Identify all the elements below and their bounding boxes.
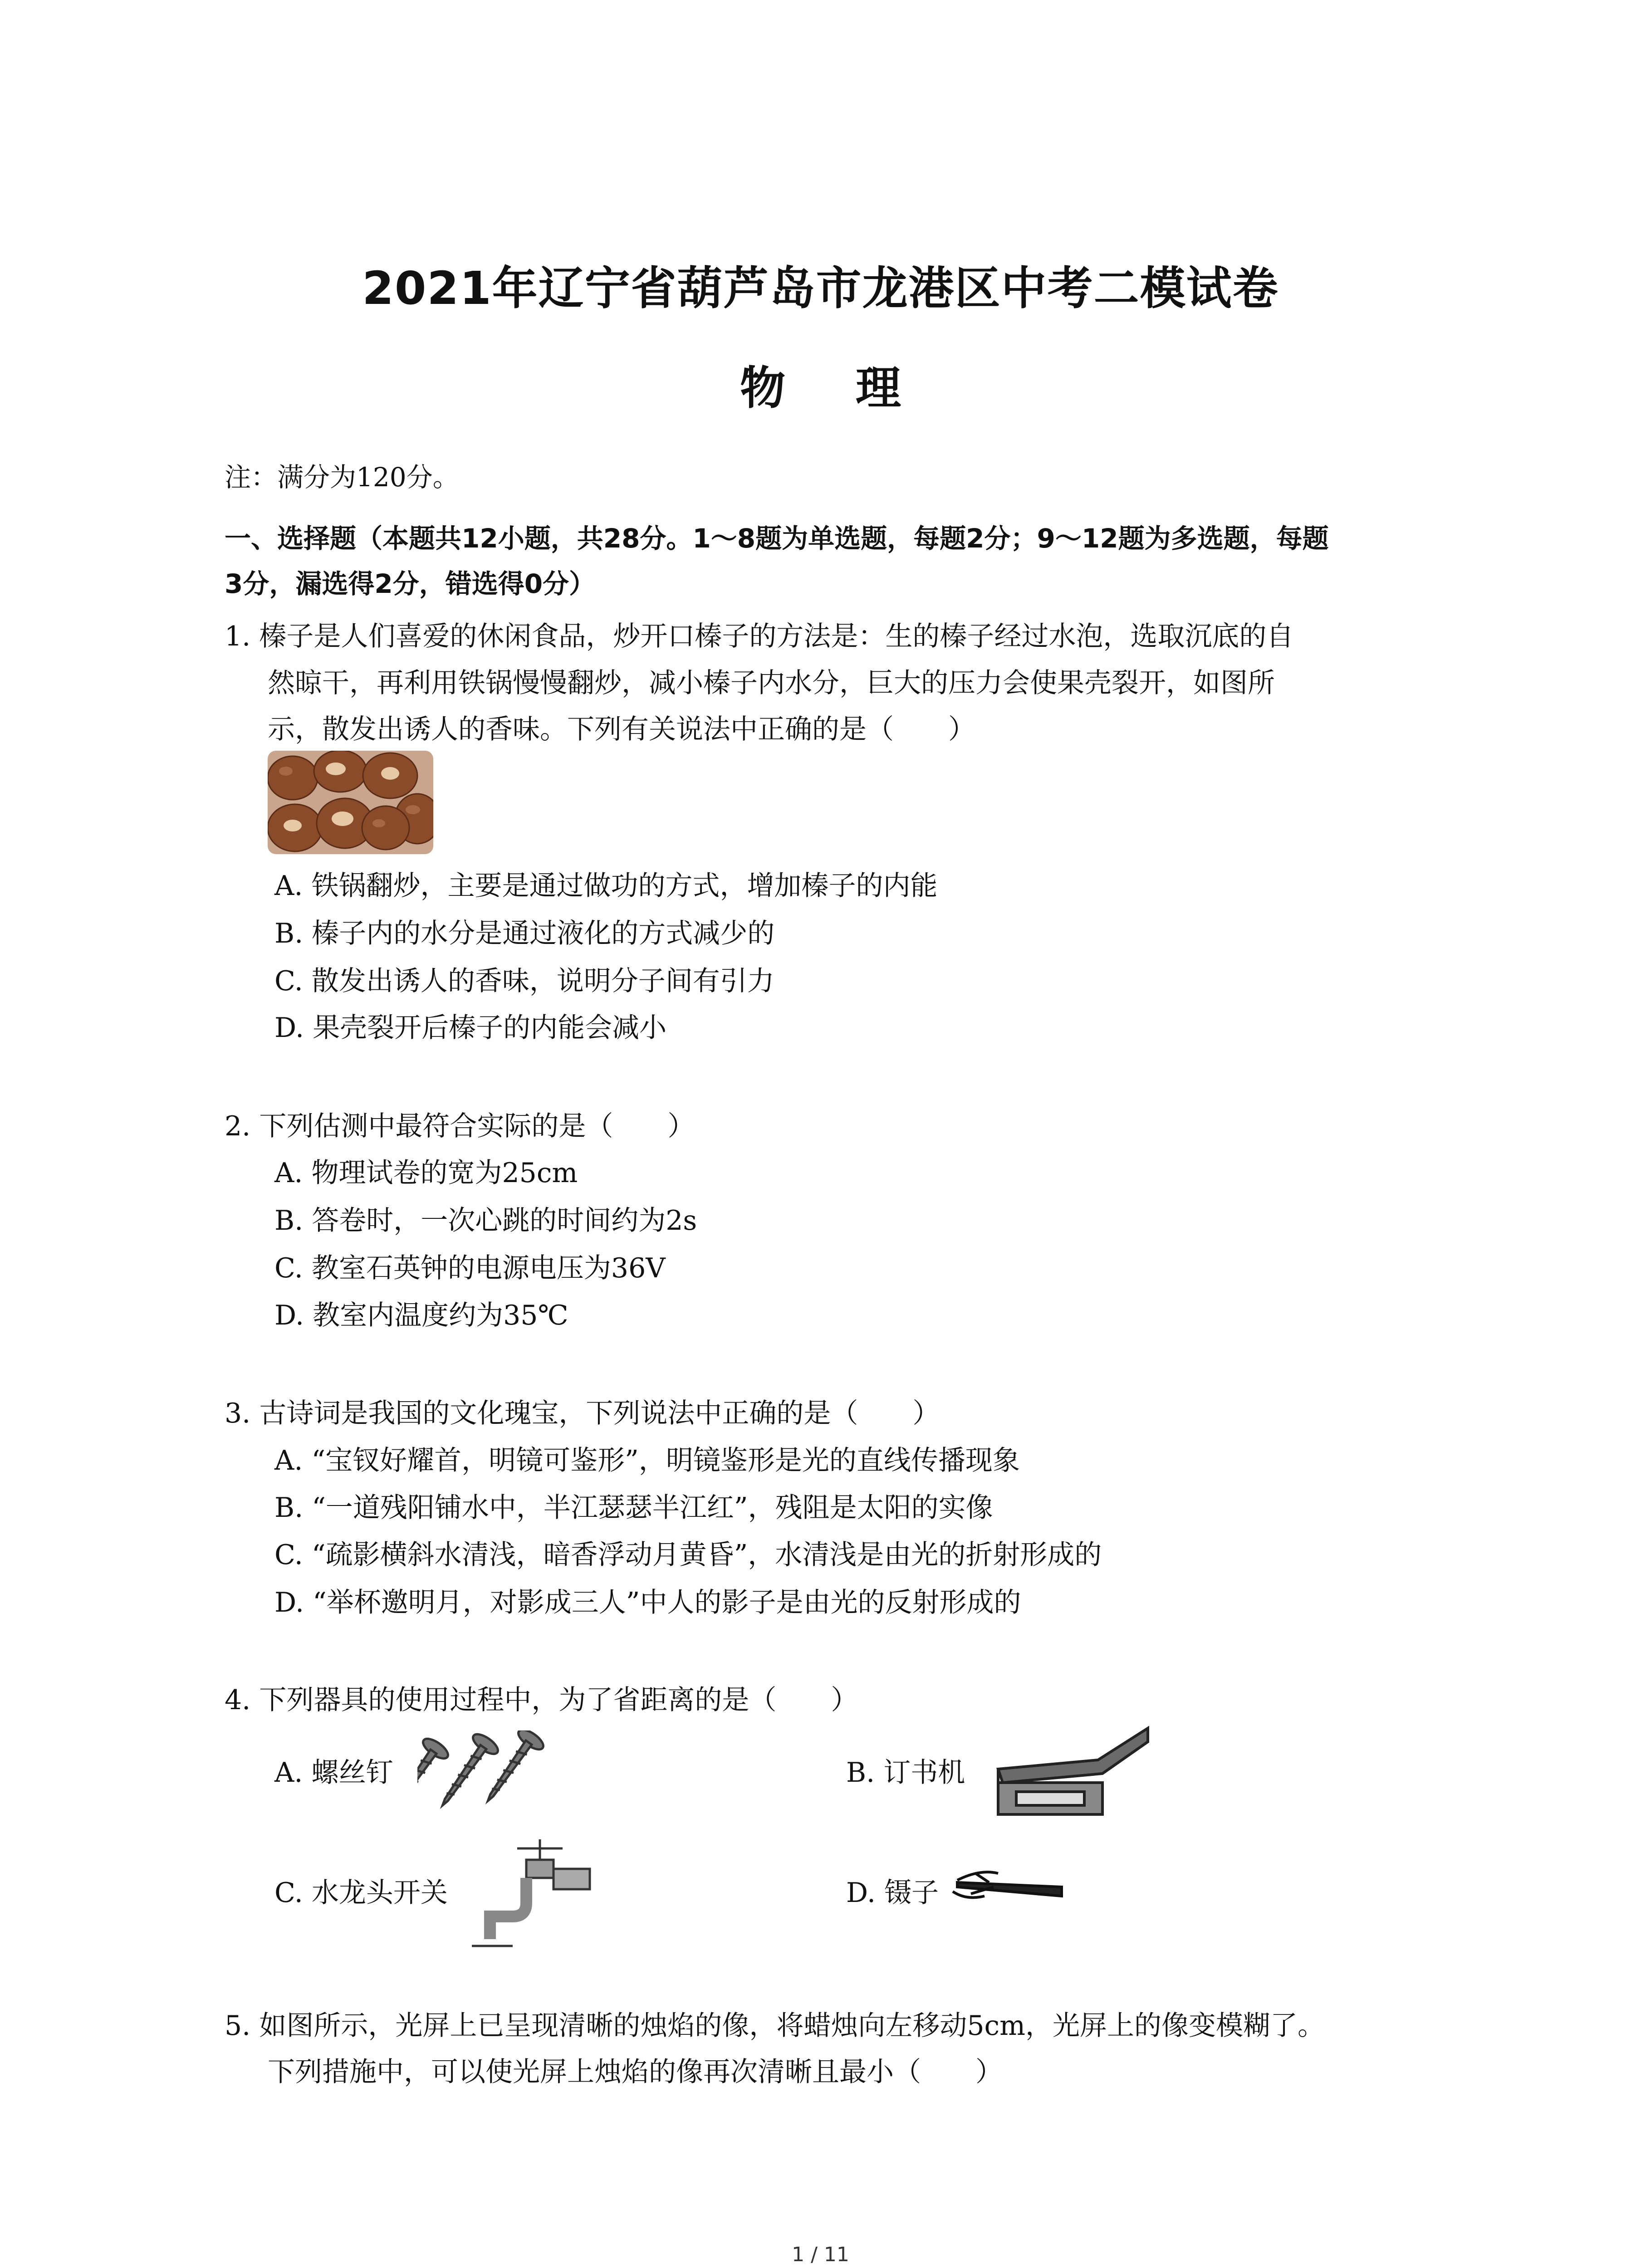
q3-stem: 3. 古诗词是我国的文化瑰宝，下列说法中正确的是（ ） [225,1398,940,1429]
q1-option-a: A. 铁锅翻炒，主要是通过做功的方式，增加榛子的内能 [274,870,938,902]
q4-option-a: A. 螺丝钉 [274,1757,393,1789]
q1-stem-line-2: 然晾干，再利用铁锅慢慢翻炒，减小榛子内水分，巨大的压力会使果壳裂开，如图所 [268,667,1275,699]
q2-option-b: B. 答卷时，一次心跳的时间约为2s [274,1205,697,1237]
q5-stem-line-2: 下列措施中，可以使光屏上烛焰的像再次清晰且最小（ ） [268,2056,1003,2088]
q1-option-c: C. 散发出诱人的香味，说明分子间有引力 [274,965,774,997]
q1-stem-line-3: 示，散发出诱人的香味。下列有关说法中正确的是（ ） [268,714,975,745]
stapler-icon [989,1719,1152,1826]
q4-option-b: B. 订书机 [846,1757,965,1789]
hazelnut-photo [268,751,433,854]
q3-option-c: C. “疏影横斜水清浅，暗香浮动月黄昏”，水清浅是由光的折射形成的 [274,1539,1102,1571]
faucet-icon [472,1835,599,1953]
q4-stem: 4. 下列器具的使用过程中，为了省距离的是（ ） [225,1684,858,1716]
section-heading-line-2: 3分，漏选得2分，错选得0分） [225,568,596,599]
tweezers-icon [948,1860,1071,1910]
q2-stem: 2. 下列估测中最符合实际的是（ ） [225,1110,695,1142]
q4-option-c: C. 水龙头开关 [274,1877,448,1909]
q1-option-d: D. 果壳裂开后榛子的内能会减小 [274,1012,667,1044]
q5-stem-line-1: 5. 如图所示，光屏上已呈现清晰的烛焰的像，将蜡烛向左移动5cm，光屏上的像变模糊了。 [225,2010,1325,2042]
q2-option-a: A. 物理试卷的宽为25cm [274,1157,578,1189]
paper-subject: 物 理 [740,362,928,415]
q2-option-c: C. 教室石英钟的电源电压为36V [274,1252,666,1284]
q4-option-d: D. 镊子 [846,1877,939,1909]
q2-option-d: D. 教室内温度约为35℃ [274,1300,568,1331]
q3-option-d: D. “举杯邀明月，对影成三人”中人的影子是由光的反射形成的 [274,1587,1021,1618]
paper-title: 2021年辽宁省葫芦岛市龙港区中考二模试卷 [362,262,1279,315]
section-heading-line-1: 一、选择题（本题共12小题，共28分。1～8题为单选题，每题2分；9～12题为多选题，每题 [225,523,1329,554]
score-note: 注：满分为120分。 [225,462,459,493]
q3-option-a: A. “宝钗好耀首，明镜可鉴形”，明镜鉴形是光的直线传播现象 [274,1445,1020,1476]
q1-stem-line-1: 1. 榛子是人们喜爱的休闲食品，炒开口榛子的方法是：生的榛子经过水泡，选取沉底的自 [225,621,1294,652]
q3-option-b: B. “一道残阳铺水中，半江瑟瑟半江红”，残阻是太阳的实像 [274,1492,993,1524]
screw-icon [417,1730,567,1826]
q1-option-b: B. 榛子内的水分是通过液化的方式减少的 [274,918,775,949]
page-number: 1 / 11 [792,2243,849,2266]
